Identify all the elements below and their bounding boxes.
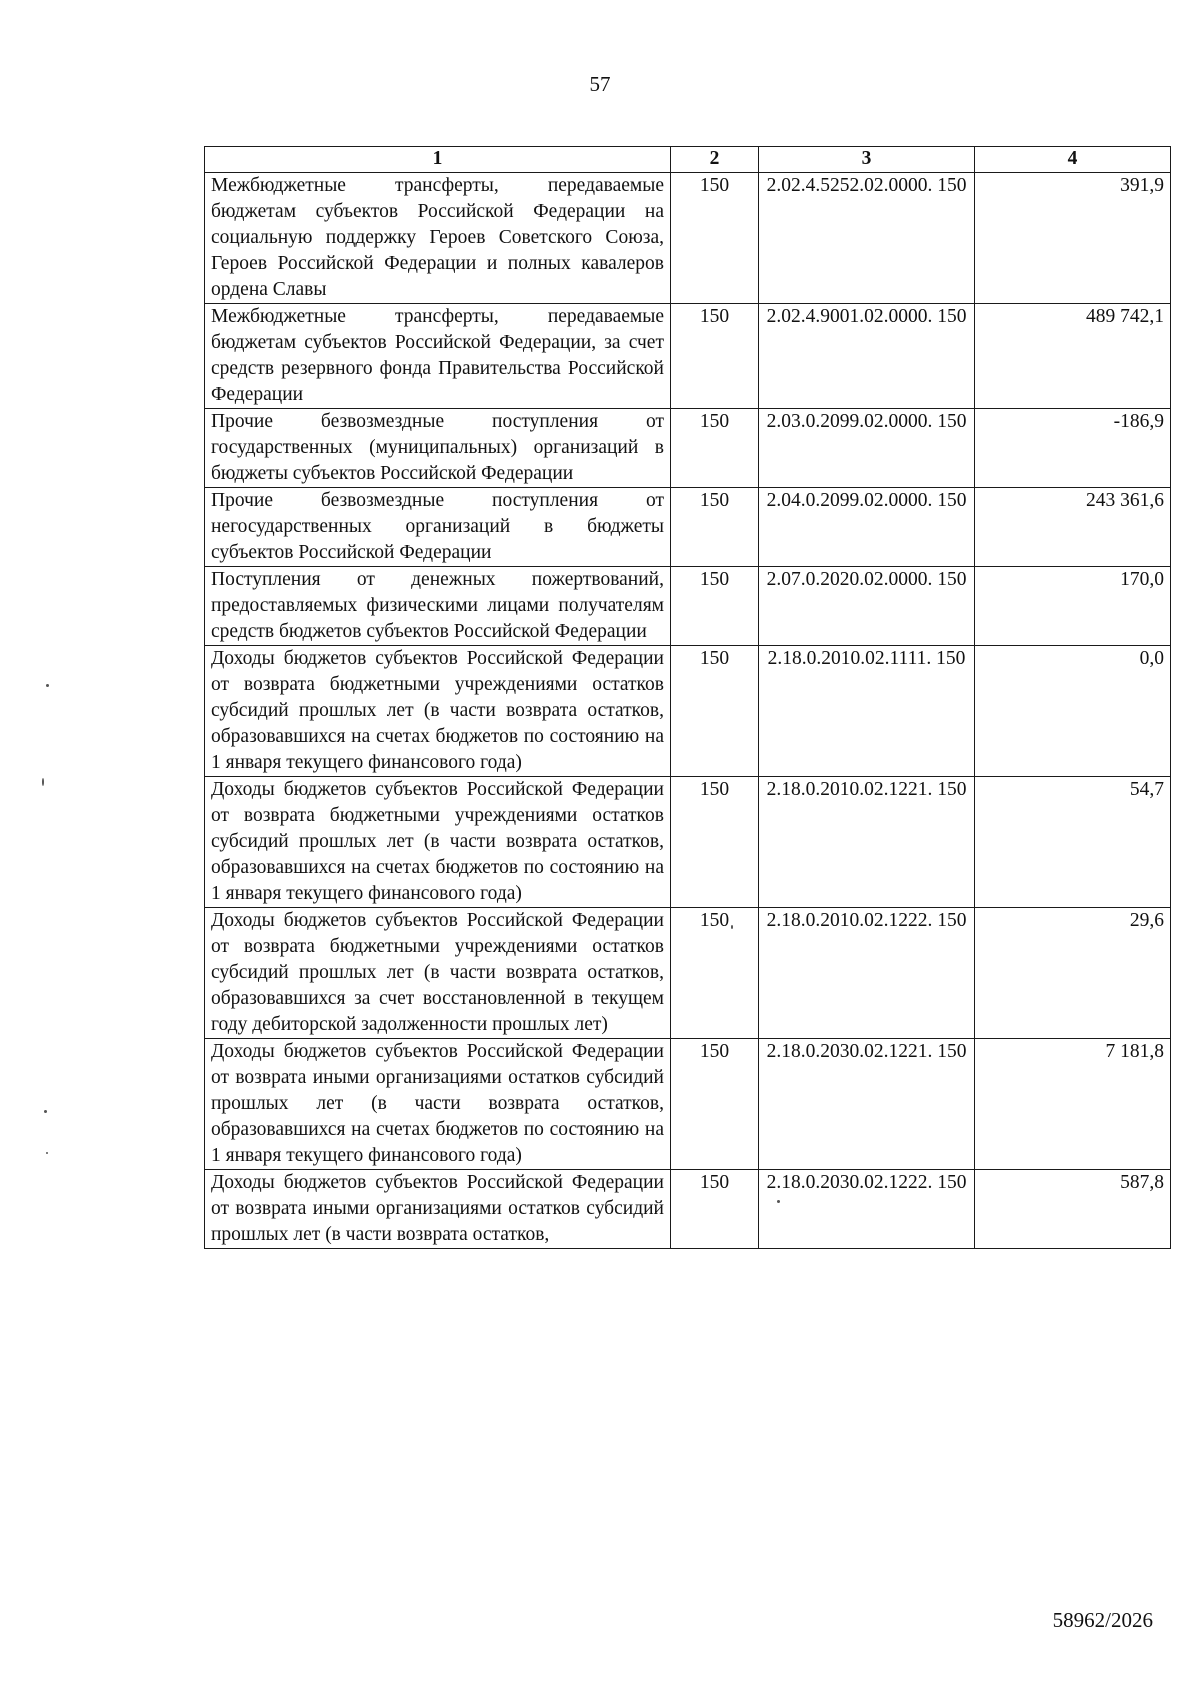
row-code-cell: 150 [671, 567, 759, 646]
row-name-cell: Доходы бюджетов субъектов Российской Федерации от возврата бюджетными учреждениями остатков субсидий прошлых лет (в части возврата остатков, образовавшихся за счет восстановленной в текущем году дебиторской задолженности прошлых лет) [205, 908, 671, 1039]
scan-speck [46, 1152, 48, 1154]
row-kbk-cell: 2.18.0.2010.02.1222. 150 [759, 908, 975, 1039]
row-kbk-cell: 2.02.4.9001.02.0000. 150 [759, 304, 975, 409]
row-code-cell: 150 [671, 173, 759, 304]
row-name-cell: Межбюджетные трансферты, передаваемые бюджетам субъектов Российской Федерации на социальную поддержку Героев Советского Союза, Героев Российской Федерации и полных кавалеров ордена Славы [205, 173, 671, 304]
scan-speck [777, 1200, 780, 1203]
row-name-cell: Прочие безвозмездные поступления от государственных (муниципальных) организаций в бюджеты субъектов Российской Федерации [205, 409, 671, 488]
row-sum-cell: 243 361,6 [975, 488, 1171, 567]
row-sum-cell: 391,9 [975, 173, 1171, 304]
row-code-cell: 150 [671, 646, 759, 777]
row-code-cell: 150 [671, 1170, 759, 1249]
row-sum-cell: 489 742,1 [975, 304, 1171, 409]
row-name-cell: Доходы бюджетов субъектов Российской Федерации от возврата иными организациями остатков субсидий прошлых лет (в части возврата остатков, [205, 1170, 671, 1249]
row-code-cell: 150 [671, 1039, 759, 1170]
row-kbk-cell: 2.18.0.2030.02.1222. 150 [759, 1170, 975, 1249]
row-code-cell: 150 [671, 777, 759, 908]
row-kbk-cell: 2.07.0.2020.02.0000. 150 [759, 567, 975, 646]
table-header-row [205, 147, 1171, 173]
scan-speck [44, 1110, 47, 1113]
scan-speck [731, 925, 733, 929]
row-sum-cell: 7 181,8 [975, 1039, 1171, 1170]
row-sum-cell: 170,0 [975, 567, 1171, 646]
table-row [205, 646, 1171, 777]
row-kbk-cell: 2.18.0.2010.02.1111. 150 [759, 646, 975, 777]
header-col-1: 1 [205, 147, 671, 173]
table-row [205, 173, 1171, 304]
row-kbk-cell: 2.02.4.5252.02.0000. 150 [759, 173, 975, 304]
row-sum-cell: 587,8 [975, 1170, 1171, 1249]
document-id: 58962/2026 [1052, 1608, 1153, 1632]
row-name-cell: Прочие безвозмездные поступления от негосударственных организаций в бюджеты субъектов Российской Федерации [205, 488, 671, 567]
row-name-cell: Поступления от денежных пожертвований, предоставляемых физическими лицами получателям средств бюджетов субъектов Российской Федерации [205, 567, 671, 646]
table-row [205, 488, 1171, 567]
header-col-2: 2 [671, 147, 759, 173]
row-code-cell: 150 [671, 304, 759, 409]
table-row [205, 908, 1171, 1039]
row-sum-cell: 54,7 [975, 777, 1171, 908]
row-sum-cell: 29,6 [975, 908, 1171, 1039]
row-name-cell: Доходы бюджетов субъектов Российской Федерации от возврата иными организациями остатков субсидий прошлых лет (в части возврата остатков, образовавшихся на счетах бюджетов по состоянию на 1 января текущего финансового года) [205, 1039, 671, 1170]
row-code-cell: 150 [671, 488, 759, 567]
scan-speck [42, 778, 44, 786]
row-name-cell: Доходы бюджетов субъектов Российской Федерации от возврата бюджетными учреждениями остатков субсидий прошлых лет (в части возврата остатков, образовавшихся на счетах бюджетов по состоянию на 1 января текущего финансового года) [205, 646, 671, 777]
header-col-3: 3 [759, 147, 975, 173]
budget-revenue-table [204, 146, 1171, 1249]
row-kbk-cell: 2.04.0.2099.02.0000. 150 [759, 488, 975, 567]
table-row [205, 1170, 1171, 1249]
row-kbk-cell: 2.03.0.2099.02.0000. 150 [759, 409, 975, 488]
row-name-cell: Доходы бюджетов субъектов Российской Федерации от возврата бюджетными учреждениями остатков субсидий прошлых лет (в части возврата остатков, образовавшихся на счетах бюджетов по состоянию на 1 января текущего финансового года) [205, 777, 671, 908]
scan-speck [46, 684, 49, 687]
header-col-4: 4 [975, 147, 1171, 173]
table-row [205, 1039, 1171, 1170]
table-row [205, 567, 1171, 646]
table-row [205, 304, 1171, 409]
row-code-cell: 150 [671, 908, 759, 1039]
table-row [205, 409, 1171, 488]
row-kbk-cell: 2.18.0.2030.02.1221. 150 [759, 1039, 975, 1170]
row-sum-cell: 0,0 [975, 646, 1171, 777]
row-kbk-cell: 2.18.0.2010.02.1221. 150 [759, 777, 975, 908]
row-sum-cell: -186,9 [975, 409, 1171, 488]
row-code-cell: 150 [671, 409, 759, 488]
page-number: 57 [589, 72, 611, 96]
row-name-cell: Межбюджетные трансферты, передаваемые бюджетам субъектов Российской Федерации, за счет средств резервного фонда Правительства Российской Федерации [205, 304, 671, 409]
table-row [205, 777, 1171, 908]
